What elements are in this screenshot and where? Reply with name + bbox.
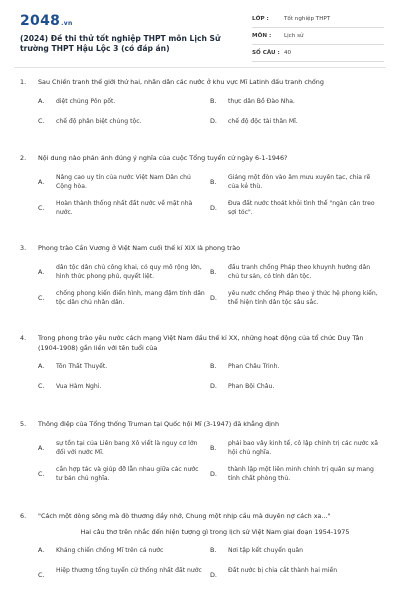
- question-number: 1.: [20, 78, 27, 86]
- options: [0, 97, 400, 137]
- option-text: Nơi tập kết chuyển quân: [228, 547, 304, 554]
- question-text: "Cách một dòng sông mà đò thương đầy nhớ, Chung một nhịp cầu mà duyên nợ cách xa...": [38, 512, 331, 520]
- option-text: sự tồn tại của Liên bang Xô viết là nguy cơ lớn đối với nước Mĩ.: [56, 439, 198, 456]
- option-letter: D.: [210, 203, 217, 212]
- option-text: chế độ phân biệt chủng tộc.: [56, 117, 142, 125]
- option-letter: C.: [38, 116, 45, 125]
- question-4: [0, 334, 400, 420]
- question-number: 2.: [20, 154, 27, 162]
- option-letter: A.: [38, 96, 45, 105]
- question-text: Thông điệp của Tổng thống Truman tại Quốc hội Mĩ (3-1947) đã khẳng định: [38, 420, 280, 428]
- option-text: thực dân Bồ Đào Nha.: [228, 97, 295, 105]
- option-text: cần hợp tác và giúp đỡ lẫn nhau giữa các nước tư bản chủ nghĩa.: [56, 465, 199, 482]
- question-subtext: Hai câu thơ trên nhắc đến hiện tượng gì trong lịch sử Việt Nam giai đoạn 1954-1975: [80, 527, 350, 536]
- question-number: 3.: [20, 244, 27, 252]
- option-text: dân tộc dân chủ công khai, có quy mô rộng lớn, hình thức phong phú, quyết liệt.: [56, 263, 202, 280]
- option-text: chống phong kiến điển hình, mang đậm tính dân tộc dân chủ nhân dân.: [56, 289, 205, 306]
- options: [0, 173, 400, 225]
- options: [0, 439, 400, 491]
- logo-main: 2048: [20, 13, 61, 29]
- option-letter: B.: [210, 443, 217, 452]
- options: [0, 362, 400, 402]
- option-letter: C.: [38, 293, 45, 302]
- option-letter: C.: [38, 571, 45, 579]
- option-letter: B.: [210, 177, 217, 186]
- question-5: [0, 420, 400, 512]
- question-stem: [0, 334, 400, 353]
- meta-value-class: Tốt nghiệp THPT: [284, 16, 331, 22]
- question-stem: [0, 420, 400, 430]
- option-letter: A.: [38, 546, 45, 554]
- question-2: [0, 154, 400, 244]
- option-text: Phan Châu Trinh.: [228, 363, 280, 370]
- option-text: đấu tranh chống Pháp theo khuynh hướng dân chủ tư sản, có tính dân tộc.: [228, 263, 371, 280]
- option-letter: A.: [38, 443, 45, 452]
- options: [0, 546, 400, 592]
- question-6: [0, 512, 400, 600]
- option-text: Hoàn thành thống nhất đất nước về mặt nhà nước.: [56, 199, 193, 216]
- option-letter: A.: [38, 362, 45, 370]
- question-1: [0, 78, 400, 154]
- logo-suffix: .vn: [61, 20, 73, 27]
- option-text: Đất nước bị chia cắt thành hai miền: [228, 567, 338, 574]
- question-stem: [0, 78, 400, 88]
- question-stem: [0, 512, 400, 522]
- meta-label-count: SỐ CÂU :: [252, 50, 280, 56]
- option-text: yêu nước chống Pháp theo ý thức hệ phong kiến, thể hiện tính dân tộc sâu sắc.: [228, 289, 378, 306]
- meta-row-class: [252, 13, 384, 28]
- options: [0, 263, 400, 315]
- exam-header: [0, 0, 400, 62]
- option-letter: C.: [38, 382, 45, 390]
- meta-label-subject: MÔN :: [252, 33, 272, 39]
- meta-label-class: LỚP :: [252, 16, 269, 22]
- option-letter: B.: [210, 267, 217, 276]
- option-text: diệt chủng Pôn pốt.: [56, 97, 116, 105]
- option-letter: D.: [210, 382, 217, 390]
- question-number: 6.: [20, 512, 27, 520]
- option-text: phải bao vây kinh tế, cô lập chính trị các nước xã hội chủ nghĩa.: [228, 439, 378, 456]
- exam-title: (2024) Đề thi thử tốt nghiệp THPT môn Lịch Sử trường THPT Hậu Lộc 3 (có đáp án): [20, 34, 221, 53]
- question-number: 4.: [20, 334, 27, 342]
- option-text: thành lập một liên minh chính trị quân sự mang tính chất phòng thủ.: [228, 465, 374, 482]
- option-text: Kháng chiến chống Mĩ trên cả nước: [56, 547, 164, 554]
- option-text: Vua Hàm Nghi.: [56, 383, 102, 390]
- option-letter: C.: [38, 469, 45, 478]
- site-logo[interactable]: [20, 13, 73, 29]
- question-list: [0, 78, 400, 600]
- question-number: 5.: [20, 420, 27, 428]
- option-letter: B.: [210, 362, 217, 370]
- option-letter: A.: [38, 177, 45, 186]
- option-text: Hiệp thương tổng tuyển cử thống nhất đất nước: [56, 567, 202, 574]
- option-letter: C.: [38, 203, 45, 212]
- option-text: Phan Bội Châu.: [228, 383, 275, 390]
- option-text: Giáng một đòn vào âm mưu xuyên tạc, chia rẽ của kẻ thù.: [228, 173, 371, 190]
- option-text: Tôn Thất Thuyết.: [56, 363, 108, 370]
- meta-row-subject: [252, 30, 384, 45]
- meta-row-count: [252, 47, 384, 62]
- option-letter: D.: [210, 571, 217, 579]
- header-divider: [14, 67, 386, 68]
- option-letter: D.: [210, 293, 217, 302]
- option-letter: B.: [210, 96, 217, 105]
- question-3: [0, 244, 400, 334]
- exam-meta: [252, 13, 384, 64]
- question-text: Trong phong trào yêu nước cách mạng Việt Nam đầu thế kỉ XX, những hoạt động của tổ chức Duy Tân (1904-1908) gắn liền với tên tuổi của: [38, 334, 364, 352]
- meta-value-subject: Lịch sử: [284, 33, 304, 39]
- option-text: chế độ độc tài thân Mĩ.: [228, 117, 298, 125]
- meta-value-count: 40: [284, 50, 292, 56]
- option-letter: D.: [210, 469, 217, 478]
- question-stem: [0, 154, 400, 164]
- question-text: Phong trào Cần Vương ở Việt Nam cuối thế kỉ XIX là phong trào: [38, 244, 241, 252]
- option-text: Đưa đất nước thoát khỏi tình thế "ngàn cân treo sợi tóc".: [228, 199, 375, 216]
- option-letter: B.: [210, 546, 217, 554]
- option-letter: D.: [210, 116, 217, 125]
- option-letter: A.: [38, 267, 45, 276]
- question-stem: [0, 244, 400, 254]
- question-text: Nội dung nào phản ánh đúng ý nghĩa của cuộc Tổng tuyển cử ngày 6-1-1946?: [38, 154, 288, 162]
- question-text: Sau Chiến tranh thế giới thứ hai, nhân dân các nước ở khu vực Mĩ Latinh đấu tranh chống: [38, 78, 324, 86]
- option-text: Nâng cao uy tín của nước Việt Nam Dân chủ Cộng hòa.: [56, 173, 191, 190]
